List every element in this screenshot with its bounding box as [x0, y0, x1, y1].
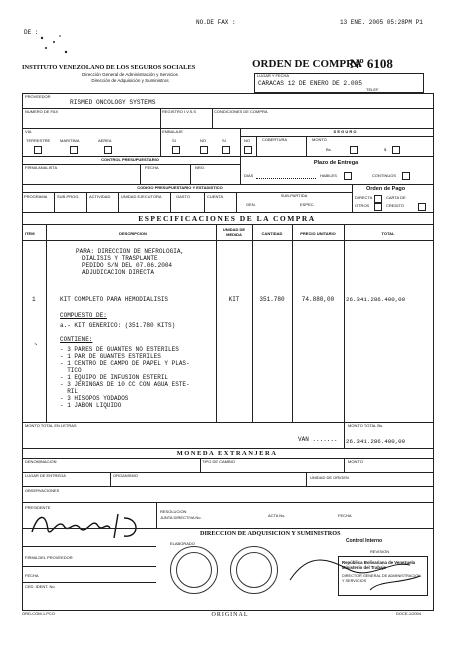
composed-label: COMPUESTO DE: — [60, 312, 107, 319]
supplier-name: RISMED ONCOLOGY SYSTEMS — [70, 99, 156, 106]
via-aerea: AEREA — [98, 138, 112, 143]
specific-column: ESPEC. — [300, 202, 315, 207]
supplier-id-label: CED. IDENT. No — [25, 584, 55, 589]
van-label: VAN ....... — [298, 436, 338, 443]
packing-label: EMBALAJE — [162, 129, 183, 134]
payment-credit-checkbox[interactable] — [418, 203, 426, 211]
insurance-label: S E G U R O — [333, 129, 357, 134]
insurance-yes-checkbox[interactable] — [222, 146, 230, 154]
contains-label: CONTIENE: — [60, 336, 93, 343]
general-column: GEN. — [246, 202, 256, 207]
description-column-header: DESCRIPCION — [119, 231, 147, 236]
payment-other-checkbox[interactable] — [374, 203, 382, 211]
unit-price-column-header: PRECIO UNITARIO — [300, 231, 336, 236]
total-amount-label: MONTO TOTAL Bs. — [348, 423, 384, 428]
institute-logo-icon — [36, 32, 76, 58]
content-line-6: - 3 JERINGAS DE 10 CC CON AGUA ESTE- — [60, 381, 190, 388]
business-days-checkbox[interactable] — [344, 172, 352, 180]
content-line-2: - 1 PAR DE GUANTES ESTERILES — [60, 353, 161, 360]
intro-line-4: ADJUDICACION DIRECTA — [82, 269, 155, 276]
amount-label: MONTO — [312, 137, 327, 142]
account-column: CUENTA — [207, 194, 224, 199]
content-line-5: - 1 EQUIPO DE INFUSION ESTERIL — [60, 374, 169, 381]
payment-order-label: Orden de Pago — [366, 186, 406, 192]
component-line: a.- KIT GENERICO: (351.780 KITS) — [60, 322, 176, 329]
footer-form-code: ORD-COM-1.PCO — [22, 611, 55, 616]
supplier-signature-label: FIRMA DEL PROVEEDOR — [25, 555, 73, 560]
fax-from: DE : — [24, 29, 39, 36]
item-column-header: ITEM — [25, 231, 35, 236]
packing-yes: SI — [172, 138, 176, 143]
insurance-no: NO — [244, 138, 250, 143]
intro-line-1: PARA: DIRECCION DE NEFROLOGIA, — [76, 248, 185, 255]
place-date-value: CARACAS 12 DE ENERO DE 2.005 — [258, 80, 362, 87]
board-number-label: JUNTA DIRECTIVA No. — [160, 515, 202, 520]
foreign-amount-label: MONTO — [348, 459, 363, 464]
delivery-label: Plazo de Entrega — [313, 160, 359, 166]
item-quantity: 351.780 — [259, 296, 285, 303]
van-value: 26.341.286.400,00 — [346, 438, 406, 445]
content-line-9: - 1 JABON LIQUIDO — [60, 402, 122, 409]
via-maritima: MARITIMA — [60, 138, 80, 143]
quantity-column-header: CANTIDAD — [261, 231, 283, 236]
dollar-label: $ — [384, 147, 387, 152]
budget-number-label: NRO. — [195, 165, 205, 170]
foreign-currency-title: MONEDA EXTRANJERA — [176, 450, 278, 457]
intro-line-3: PEDIDO S/N DEL 07.06.2004 — [82, 262, 173, 269]
item-number: 1 — [32, 296, 36, 303]
terrestre-checkbox[interactable] — [34, 146, 42, 154]
content-line-1: - 3 PARES DE GUANTES NO ESTERILES — [60, 346, 179, 353]
via-label: VIA — [25, 129, 32, 134]
supplier-date-label: FECHA — [25, 573, 39, 578]
ministry-stamp-text: República Bolivariana de Venezuela Ministerio del Trabajo — [342, 560, 416, 570]
content-line-7: RIL — [60, 388, 79, 395]
subprogram-column: SUB-PROG. — [57, 194, 80, 199]
specifications-title: ESPECIFICACIONES DE LA COMPRA — [138, 214, 316, 223]
president-label: PRESIDENTE — [25, 505, 51, 510]
denomination-label: DENOMINACION — [25, 459, 57, 464]
coverage-label: COBERTURA — [262, 137, 288, 142]
footer-original: ORIGINAL — [211, 612, 249, 618]
supplier-label: PROVEEDOR — [25, 94, 51, 99]
resolution-date-label: FECHA — [338, 513, 352, 518]
aerea-checkbox[interactable] — [104, 146, 112, 154]
payment-direct-checkbox[interactable] — [374, 195, 382, 203]
conditions-label: CONDICIONES DE COMPRA — [214, 109, 268, 114]
budget-code-label: CODIGO PRESUPUESTARIO Y ESTADISTICO — [137, 185, 223, 190]
director-signature-icon — [280, 540, 430, 600]
fax-timestamp: 13 ENE. 2005 05:28PM P1 — [340, 19, 423, 26]
margin-mark: ↘ — [34, 341, 38, 346]
unit-column-header: UNIDAD DE MEDIDA — [222, 227, 246, 237]
fax-number-field-label: NUMERO DE FAX — [25, 109, 59, 114]
order-number: Nº 6108 — [350, 56, 393, 71]
insurance-yes: SI — [222, 138, 226, 143]
bs-checkbox[interactable] — [350, 146, 358, 154]
elaborated-label: ELABORADO — [170, 541, 195, 546]
business-days-label: HABILES — [320, 173, 337, 178]
maritima-checkbox[interactable] — [70, 146, 78, 154]
item-unit-price: 74.880,00 — [301, 296, 335, 303]
institution-subtitle-2: Dirección de Adquisición y Suministros — [91, 78, 169, 83]
content-line-3: - 1 CENTRO DE CAMPO DE PAPEL Y PLAS- — [60, 360, 190, 367]
order-title: ORDEN DE COMPRA — [252, 58, 362, 70]
content-line-8: - 3 HISOPOS YODADOS — [60, 395, 129, 402]
origin-unit-label: UNIDAD DE ORIGEN — [310, 475, 349, 480]
program-column: PROGRAMA — [24, 194, 48, 199]
executing-unit-column: UNIDAD EJECUTORA — [121, 194, 162, 199]
subitem-label: SUB-PARTIDA — [280, 193, 308, 198]
bs-label: Bs. — [326, 147, 332, 152]
packing-no: NO — [200, 138, 206, 143]
continuous-days-checkbox[interactable] — [402, 172, 410, 180]
place-date-label: LUGAR Y FECHA — [257, 73, 290, 78]
president-signature-icon — [28, 508, 148, 542]
item-unit: KIT — [228, 296, 240, 303]
phone-label: TELEF. — [366, 87, 380, 92]
organism-label: ORGANISMO — [113, 473, 138, 478]
direction-label: DIRECCION DE ADQUISICION Y SUMINISTROS — [200, 530, 341, 537]
dollar-checkbox[interactable] — [392, 146, 400, 154]
institution-name: INSTITUTO VENEZOLANO DE LOS SEGUROS SOCIALES — [22, 64, 196, 71]
total-column-header: TOTAL — [381, 231, 395, 236]
registry-label: REGISTRO I.V.S.S — [162, 109, 197, 114]
seal-stamp-1-inner-icon — [176, 552, 212, 588]
expense-column: GASTO — [176, 194, 190, 199]
packing-yes-checkbox[interactable] — [172, 146, 180, 154]
insurance-no-checkbox[interactable] — [244, 146, 252, 154]
via-terrestre: TERRESTRE — [26, 138, 51, 143]
intro-line-2: DIALISIS Y TRASPLANTE — [82, 255, 158, 262]
delivery-place-label: LUGAR DE ENTREGA — [25, 473, 66, 478]
payment-other-label: OTROS — [355, 203, 370, 208]
internal-control-label: Control Interno — [346, 538, 383, 544]
ministry-stamp-sub: DIRECTOR GENERAL DE ADMINISTRACION Y SERVICIOS — [342, 574, 421, 583]
seal-stamp-2-inner-icon — [236, 552, 272, 588]
item-total: 26.341.286.400,00 — [346, 296, 406, 303]
days-label: DIAS — [244, 173, 254, 178]
payment-letter-label: CARTA DE — [386, 195, 406, 200]
payment-credit-label: CREDITO — [386, 203, 404, 208]
payment-direct-label: DIRECTA — [355, 195, 373, 200]
resolution-label: RESOLUCION — [160, 509, 187, 514]
budget-control-label: CONTROL PRESUPUESTARIO — [101, 157, 159, 162]
footer-version: DOCE-1/2004 — [396, 611, 422, 616]
exchange-rate-label: TIPO DE CAMBIO — [202, 459, 235, 464]
continuous-days-label: CONTINUOS — [372, 173, 396, 178]
institution-subtitle-1: Dirección General de Administración y Servicios — [82, 72, 178, 77]
analyst-signature-label: FIRMA ANALISTA — [25, 165, 58, 170]
review-label: REVISION — [370, 549, 390, 554]
item-description: KIT COMPLETO PARA HEMODIALISIS — [60, 296, 169, 303]
activity-column: ACTIVIDAD — [89, 194, 111, 199]
content-line-4: TICO — [60, 367, 82, 374]
observations-label: OBSERVACIONES — [25, 488, 60, 493]
letters-total-label: MONTO TOTAL EN LETRAS — [25, 423, 77, 428]
fax-number-label: NO.DE FAX : — [196, 19, 236, 26]
budget-date-label: FECHA — [145, 165, 159, 170]
packing-no-checkbox[interactable] — [200, 146, 208, 154]
act-number-label: ACTA No. — [268, 513, 286, 518]
